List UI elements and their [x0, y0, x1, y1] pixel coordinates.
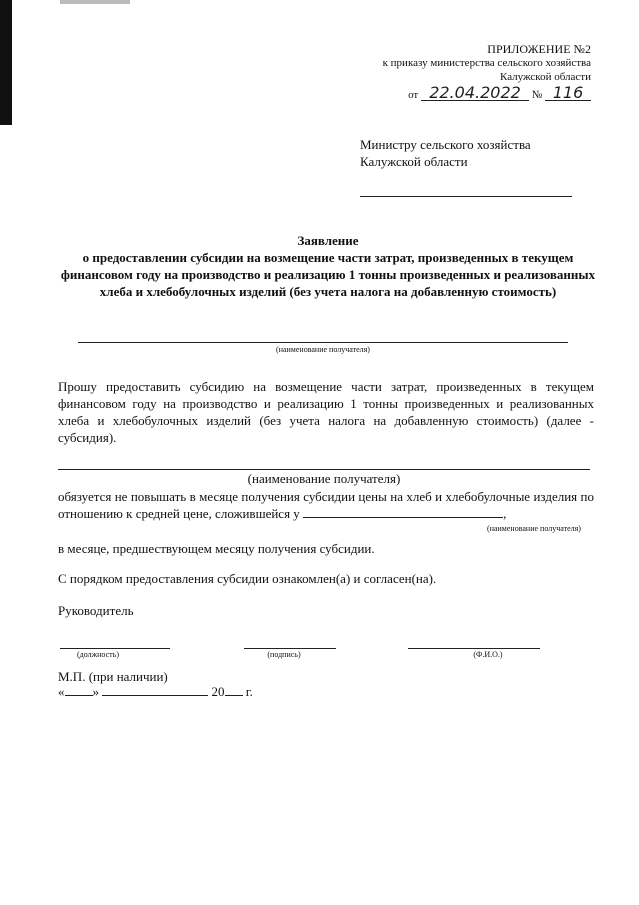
- year-suffix: г.: [245, 684, 253, 699]
- position-line: [60, 648, 170, 649]
- addressee-blank-line: [360, 196, 572, 197]
- binding-mark: [0, 0, 12, 125]
- head-label: Руководитель: [58, 603, 134, 618]
- agreement-paragraph: С порядком предоставления субсидии ознакомлен(а) и согласен(на).: [58, 571, 437, 586]
- appendix-header: [331, 42, 591, 102]
- recipient-blank-line-1: [78, 342, 568, 343]
- date-prefix: от: [408, 89, 419, 101]
- quote-open: «: [58, 684, 65, 699]
- signing-date: [58, 684, 253, 700]
- title-body: о предоставлении субсидии на возмещение части затрат, произведенных в текущем финансовом году на производство и реализацию 1 тонны произведенных и реализованных хлеба и хлебобулочных изделий (без учета налога на добавленную стоимость): [60, 250, 596, 299]
- month-paragraph: в месяце, предшествующем месяцу получения субсидии.: [58, 541, 375, 556]
- scan-edge-mark: [60, 0, 130, 4]
- order-number: 116: [545, 86, 591, 101]
- fio-caption: (Ф.И.О.): [473, 650, 503, 659]
- appendix-date-line: [331, 83, 591, 102]
- obligation-text: обязуется не повышать в месяце получения субсидии цены на хлеб и хлебобулочные изделия по отношению к средней цене, сложившейся у: [58, 489, 594, 521]
- quote-close: »: [92, 684, 99, 699]
- recipient-caption-2: (наименование получателя): [247, 471, 401, 486]
- month-blank: [102, 684, 208, 696]
- recipient-caption-1: (наименование получателя): [276, 345, 370, 354]
- position-caption: (должность): [77, 650, 119, 659]
- recipient-blank-inline: [303, 505, 503, 518]
- obligation-comma: ,: [503, 506, 507, 521]
- appendix-title: ПРИЛОЖЕНИЕ №2: [487, 42, 591, 56]
- signature-caption: (подпись): [267, 650, 301, 659]
- number-prefix: №: [531, 89, 543, 101]
- year-blank: [225, 684, 243, 696]
- year-prefix: 20: [211, 684, 225, 699]
- addressee-block: [360, 136, 531, 170]
- addressee-line-1: Министру сельского хозяйства: [360, 137, 531, 152]
- addressee-line-2: Калужской области: [360, 154, 468, 169]
- request-paragraph: Прошу предоставить субсидию на возмещение части затрат, произведенных в текущем финансовом году на производство и реализацию 1 тонны произведенных и реализованных хлеба и хлебобулочных изделий (без учета налога на добавленную стоимость) (далее - субсидия).: [58, 379, 594, 445]
- order-date: 22.04.2022: [421, 86, 529, 101]
- day-blank: [65, 684, 93, 696]
- signature-line: [244, 648, 336, 649]
- obligation-paragraph: [58, 488, 594, 522]
- appendix-line-1: к приказу министерства сельского хозяйства: [382, 57, 591, 69]
- title-heading: Заявление: [297, 233, 359, 248]
- recipient-caption-3: (наименование получателя): [487, 524, 581, 533]
- recipient-blank-line-2: [58, 469, 590, 470]
- fio-line: [408, 648, 540, 649]
- stamp-label: М.П. (при наличии): [58, 669, 168, 684]
- document-title: [48, 232, 608, 300]
- appendix-line-2: Калужской области: [500, 71, 591, 83]
